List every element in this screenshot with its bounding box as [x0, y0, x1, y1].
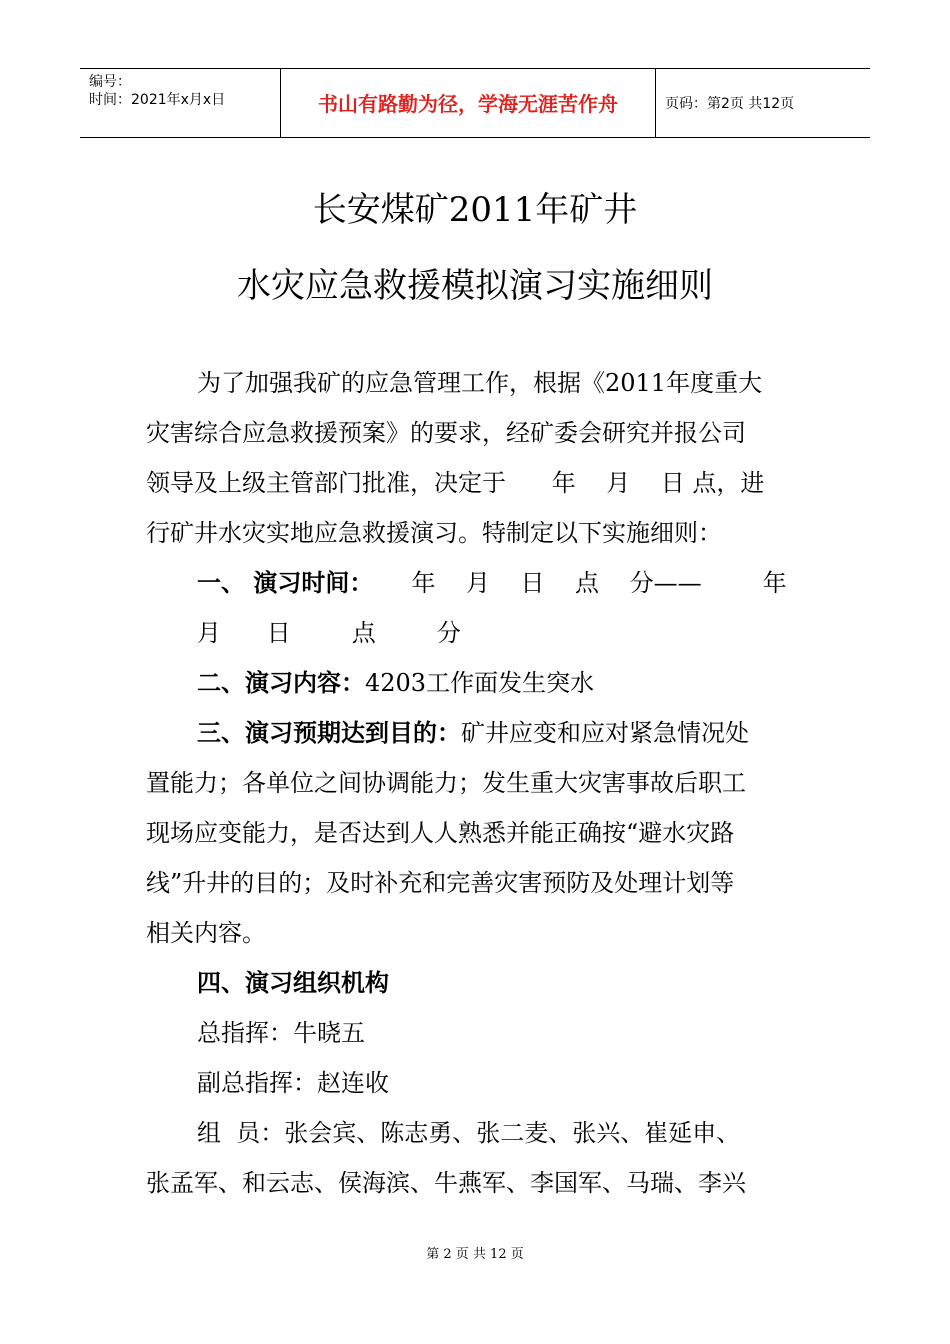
- header-center-cell: [280, 69, 656, 137]
- deputy-commander-line: 副总指挥：赵连收: [197, 1069, 389, 1097]
- commander-line: 总指挥：牛晓五: [197, 1019, 365, 1047]
- page-footer: 第 2 页 共 12 页: [426, 1247, 524, 1262]
- section3-line: [197, 718, 749, 748]
- section3-line: 线”升井的目的；及时补充和完善灾害预防及处理计划等: [146, 869, 735, 897]
- section2-text: 4203工作面发生突水: [365, 669, 595, 697]
- section3-text: 矿井应变和应对紧急情况处: [461, 719, 749, 747]
- document-header: [80, 68, 870, 138]
- members-line: 组 员：张会宾、陈志勇、张二麦、张兴、崔延申、: [197, 1119, 741, 1147]
- members-line: 张孟军、和云志、侯海滨、牛燕军、李国军、马瑞、李兴: [146, 1169, 746, 1197]
- section3-line: 置能力；各单位之间协调能力；发生重大灾害事故后职工: [146, 769, 746, 797]
- intro-line: 灾害综合应急救援预案》的要求，经矿委会研究并报公司: [146, 419, 746, 447]
- section1-line: [197, 568, 787, 598]
- intro-line: 行矿井水灾实地应急救援演习。特制定以下实施细则：: [146, 519, 722, 547]
- section1-line2: 月 日 点 分: [197, 619, 461, 647]
- header-motto: 书山有路勤为径，学海无涯苦作舟: [318, 92, 618, 116]
- number-label: 编号：: [89, 74, 131, 90]
- header-left-cell: [80, 69, 280, 137]
- intro-line: 领导及上级主管部门批准，决定于 年 月 日 点，进: [146, 469, 765, 497]
- header-right-cell: [655, 69, 870, 137]
- time-label: 时间：2021年x月x日: [89, 92, 226, 108]
- section4-heading: 四、演习组织机构: [197, 969, 389, 997]
- section1-text: 年 月 日 点 分—— 年: [373, 569, 787, 597]
- section3-heading: 三、演习预期达到目的：: [197, 719, 461, 747]
- section3-line: 现场应变能力，是否达到人人熟悉并能正确按“避水灾路: [146, 819, 735, 847]
- section2-line: [197, 668, 594, 698]
- section2-heading: 二、演习内容：: [197, 669, 365, 697]
- page-label: 页码：第2页 共12页: [665, 96, 795, 112]
- section3-line: 相关内容。: [146, 919, 266, 947]
- title-line-1: 长安煤矿2011年矿井: [312, 190, 638, 230]
- section1-heading: 一、 演习时间：: [197, 569, 374, 597]
- intro-line: 为了加强我矿的应急管理工作，根据《2011年度重大: [197, 369, 763, 397]
- title-line-2: 水灾应急救援模拟演习实施细则: [237, 266, 713, 306]
